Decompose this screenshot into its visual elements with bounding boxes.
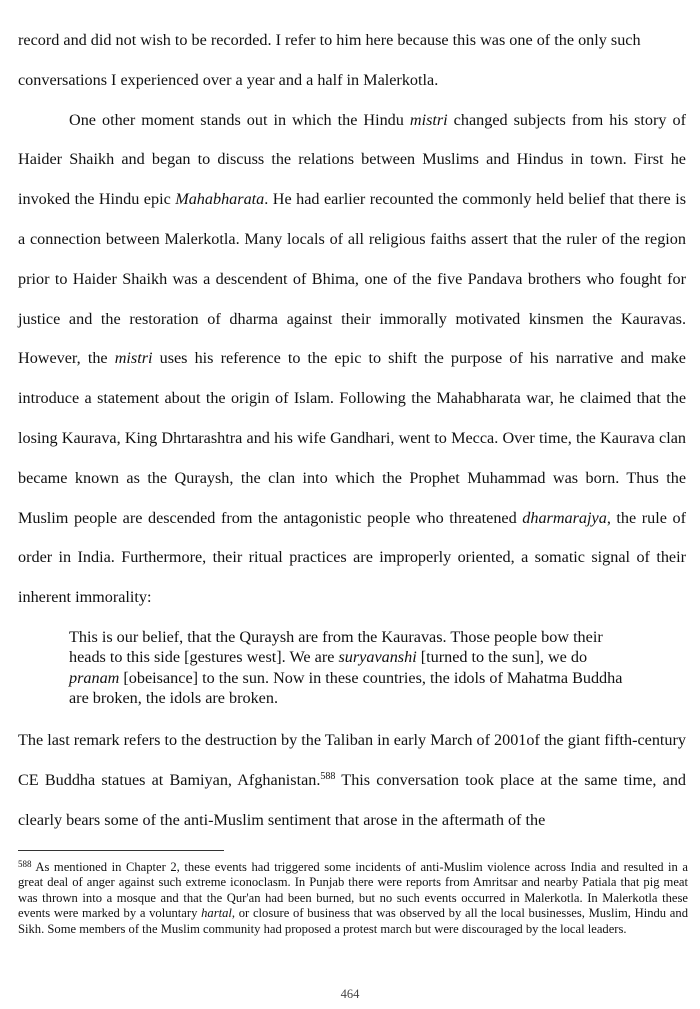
text-run: uses his reference to the epic to shift the purpose of his narrative and make introduce a statement about the origin of Islam. Following the Mahabharata war, he claimed that the losing Kaurava, King Dhrtarashtra and his wife Gandhari, went to Mecca. Over time, the Kaurava clan became known as the Quraysh, the clan into which the Prophet Muhammad was born. Thus the Muslim people are descended from the antagonistic people who threatened (18, 349, 686, 527)
footnote-588 (18, 860, 688, 937)
italic-term: hartal (201, 906, 232, 921)
text-run: One other moment stands out in which the Hindu (69, 110, 410, 129)
italic-term: Mahabharata (175, 190, 265, 209)
text-run: . He had earlier recounted the commonly held belief that there is a connection between Malerkotla. Many locals of all religious faiths assert that the ruler of the region prior to Haider Shaikh was a descendent of Bhima, one of the five Pandava brothers who fought for justice and the restoration of dharma against their immorally motivated kinsmen the Kauravas. However, the (18, 190, 686, 368)
italic-term: pranam (69, 668, 120, 687)
text-run: This conversation took place at the same time, and clearly bears some of the anti-Muslim sentiment that arose in the aftermath of the (18, 770, 687, 829)
italic-term: dharmarajya (522, 508, 607, 527)
text-run: The last remark refers to the destruction by the Taliban in early March of 2001of the giant fifth-century CE Buddha statues at Bamiyan, Afghanistan. (18, 731, 686, 789)
text-line: conversations I experienced over a year and a half in Malerkotla. (18, 70, 439, 89)
paragraph-mistri (18, 101, 686, 618)
footnote-divider (18, 850, 224, 851)
text-run: changed subjects from his story of Haider Shaikh and began to discuss the relations between Muslims and Hindus in town. First he invoked the Hindu epic (18, 110, 686, 209)
paragraph-taliban (18, 721, 686, 840)
quote-run: This is our belief, that the Quraysh are from the Kauravas. Those people bow their heads to this side [gestures west]. We are (69, 628, 603, 667)
italic-term: mistri (114, 349, 153, 368)
text-line: record and did not wish to be recorded. I refer to him here because this was one of the only such (18, 31, 641, 49)
footnote-run: , or closure of business that was observed by all the local businesses, Muslim, Hindu and Sikh. Some members of the Muslim community had proposed a protest march but were discouraged by the local leaders. (18, 906, 688, 936)
footnote-reference[interactable]: 588 (320, 770, 336, 782)
body-text (18, 21, 686, 618)
italic-term: mistri (409, 110, 448, 129)
italic-term: suryavanshi (338, 648, 417, 667)
paragraph-continued (18, 21, 686, 61)
block-quote (69, 627, 629, 708)
quote-run: [turned to the sun], we do (416, 648, 588, 667)
text-run: , the rule of order in India. Furthermore, their ritual practices are improperly oriented, a somatic signal of their inherent immorality: (18, 508, 686, 607)
footnote-mark: 588 (18, 859, 32, 869)
footnote-run: As mentioned in Chapter 2, these events had triggered some incidents of anti-Muslim violence across India and resulted in a great deal of anger against such extreme iconoclasm. In Punjab there were reports from Amritsar and nearby Patiala that pig meat was thrown into a mosque and that the Qur'an had been burned, but no such events occurred in Malerkotla. In Malerkotla these events were marked by a voluntary (18, 860, 688, 921)
paragraph-continued-end (18, 61, 686, 101)
quote-run: [obeisance] to the sun. Now in these countries, the idols of Mahatma Buddha are broken, the idols are broken. (69, 668, 623, 707)
page-number: 464 (340, 987, 360, 1001)
